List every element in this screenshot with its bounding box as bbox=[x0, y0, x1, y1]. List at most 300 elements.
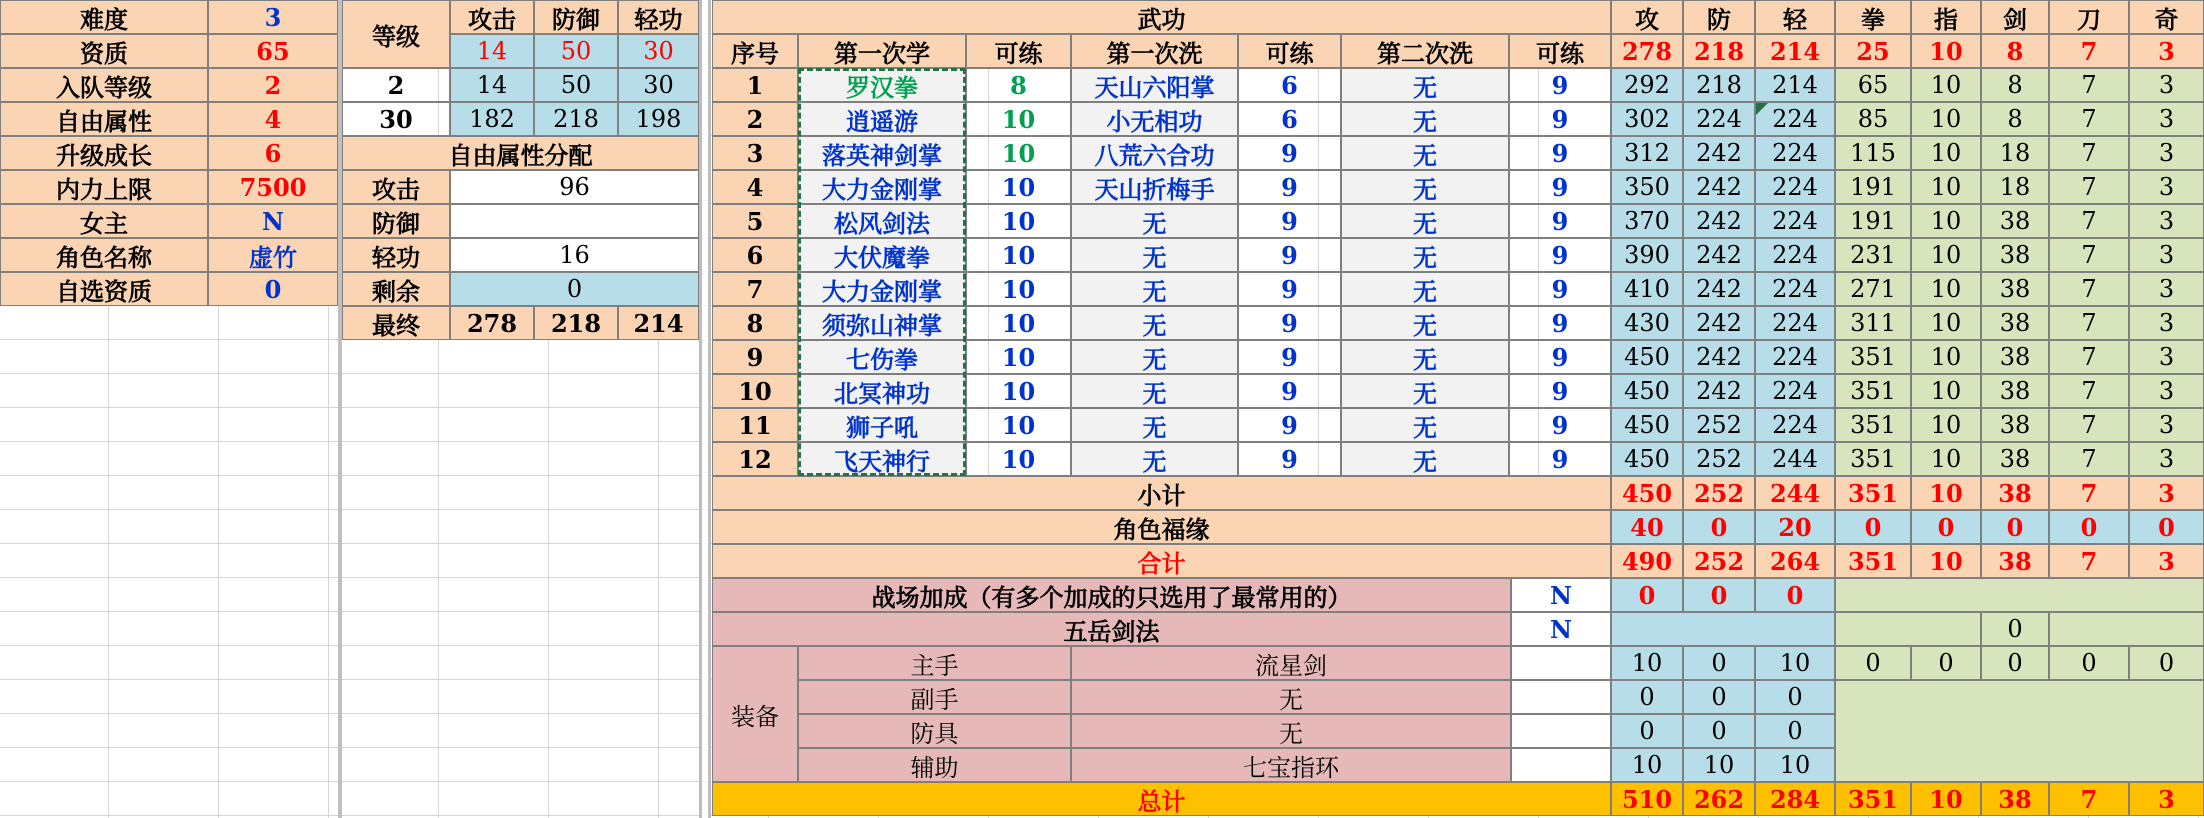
alloc-label[interactable]: 剩余 bbox=[342, 272, 450, 306]
info-value[interactable]: 6 bbox=[208, 136, 338, 170]
wugong-cell[interactable]: 无 bbox=[1071, 374, 1238, 408]
wugong-cell[interactable]: 9 bbox=[1238, 408, 1341, 442]
info-label[interactable]: 角色名称 bbox=[0, 238, 208, 272]
stat-cell[interactable]: 10 bbox=[1911, 68, 1981, 102]
stat-cell[interactable]: 351 bbox=[1835, 374, 1911, 408]
wugong-cell[interactable]: 9 bbox=[1238, 272, 1341, 306]
stat-cell[interactable]: 7 bbox=[2049, 408, 2129, 442]
wugong-cell[interactable]: 10 bbox=[966, 204, 1071, 238]
wugong-cell[interactable]: 9 bbox=[1509, 204, 1611, 238]
info-label[interactable]: 资质 bbox=[0, 34, 208, 68]
equip-input[interactable] bbox=[1511, 714, 1611, 748]
stat-cell[interactable]: 224 bbox=[1755, 238, 1835, 272]
wugong-index[interactable]: 11 bbox=[712, 408, 798, 442]
stat-cell[interactable]: 8 bbox=[1981, 102, 2049, 136]
wugong-cell[interactable]: 天山六阳掌 bbox=[1071, 68, 1238, 102]
wugong-index[interactable]: 6 bbox=[712, 238, 798, 272]
equip-value[interactable]: 10 bbox=[1683, 748, 1755, 782]
info-label[interactable]: 入队等级 bbox=[0, 68, 208, 102]
alloc-input[interactable] bbox=[450, 204, 699, 238]
wugong-cell[interactable]: 无 bbox=[1071, 306, 1238, 340]
stat-cell[interactable]: 311 bbox=[1835, 306, 1911, 340]
subtotal-value[interactable]: 252 bbox=[1683, 476, 1755, 510]
total-value[interactable]: 7 bbox=[2049, 544, 2129, 578]
equip-value[interactable]: 0 bbox=[1683, 646, 1755, 680]
split-pane-separator[interactable] bbox=[699, 0, 711, 818]
wugong-cell[interactable]: 9 bbox=[1238, 374, 1341, 408]
wugong-cell[interactable]: 北冥神功 bbox=[798, 374, 966, 408]
total-value[interactable]: 490 bbox=[1611, 544, 1683, 578]
stat-top[interactable]: 214 bbox=[1755, 34, 1835, 68]
wugong-cell[interactable]: 6 bbox=[1238, 102, 1341, 136]
info-label[interactable]: 自选资质 bbox=[0, 272, 208, 306]
stat-cell[interactable]: 3 bbox=[2129, 170, 2204, 204]
stat-cell[interactable]: 302 bbox=[1611, 102, 1683, 136]
equip-value[interactable]: 10 bbox=[1611, 646, 1683, 680]
fortune-value[interactable]: 20 bbox=[1755, 510, 1835, 544]
stat-cell[interactable]: 3 bbox=[2129, 102, 2204, 136]
wugong-cell[interactable]: 9 bbox=[1509, 136, 1611, 170]
wugong-cell[interactable]: 无 bbox=[1341, 204, 1509, 238]
wugong-header[interactable]: 可练 bbox=[1238, 34, 1341, 68]
battle-flag[interactable]: N bbox=[1511, 578, 1611, 612]
wuyue-empty[interactable] bbox=[1835, 612, 1981, 646]
stat-header[interactable]: 指 bbox=[1911, 0, 1981, 34]
stat-cell[interactable]: 3 bbox=[2129, 238, 2204, 272]
wugong-cell[interactable]: 无 bbox=[1341, 272, 1509, 306]
stat-cell[interactable]: 38 bbox=[1981, 340, 2049, 374]
stat-cell[interactable]: 7 bbox=[2049, 238, 2129, 272]
info-value[interactable]: 65 bbox=[208, 34, 338, 68]
wugong-cell[interactable]: 9 bbox=[1509, 272, 1611, 306]
level-attr[interactable]: 182 bbox=[450, 102, 534, 136]
level-value[interactable]: 30 bbox=[342, 102, 450, 136]
stat-top[interactable]: 278 bbox=[1611, 34, 1683, 68]
battle-value[interactable]: 0 bbox=[1611, 578, 1683, 612]
grand-total-value[interactable]: 10 bbox=[1911, 782, 1981, 816]
equip-item[interactable]: 无 bbox=[1071, 680, 1511, 714]
equip-input[interactable] bbox=[1511, 680, 1611, 714]
total-value[interactable]: 264 bbox=[1755, 544, 1835, 578]
grand-total-label[interactable]: 总计 bbox=[712, 782, 1611, 816]
subtotal-value[interactable]: 10 bbox=[1911, 476, 1981, 510]
battle-value[interactable]: 0 bbox=[1755, 578, 1835, 612]
equip-extra-empty[interactable] bbox=[1835, 680, 2204, 782]
wugong-cell[interactable]: 9 bbox=[1509, 238, 1611, 272]
wugong-cell[interactable]: 无 bbox=[1071, 272, 1238, 306]
final-value[interactable]: 214 bbox=[618, 306, 699, 340]
wugong-index[interactable]: 9 bbox=[712, 340, 798, 374]
total-value[interactable]: 351 bbox=[1835, 544, 1911, 578]
wugong-cell[interactable]: 松风剑法 bbox=[798, 204, 966, 238]
equip-value[interactable]: 0 bbox=[1755, 680, 1835, 714]
stat-cell[interactable]: 224 bbox=[1755, 204, 1835, 238]
stat-cell[interactable]: 191 bbox=[1835, 170, 1911, 204]
stat-cell[interactable]: 7 bbox=[2049, 136, 2129, 170]
stat-cell[interactable]: 224 bbox=[1755, 102, 1835, 136]
stat-cell[interactable]: 370 bbox=[1611, 204, 1683, 238]
stat-header[interactable]: 轻 bbox=[1755, 0, 1835, 34]
wugong-cell[interactable]: 七伤拳 bbox=[798, 340, 966, 374]
wuyue-label[interactable]: 五岳剑法 bbox=[712, 612, 1511, 646]
stat-cell[interactable]: 242 bbox=[1683, 272, 1755, 306]
attr-header[interactable]: 轻功 bbox=[618, 0, 699, 34]
stat-cell[interactable]: 252 bbox=[1683, 408, 1755, 442]
stat-cell[interactable]: 38 bbox=[1981, 306, 2049, 340]
level-attr[interactable]: 50 bbox=[534, 68, 618, 102]
wugong-cell[interactable]: 9 bbox=[1509, 68, 1611, 102]
stat-cell[interactable]: 3 bbox=[2129, 68, 2204, 102]
stat-cell[interactable]: 242 bbox=[1683, 136, 1755, 170]
fortune-value[interactable]: 0 bbox=[1911, 510, 1981, 544]
wugong-title[interactable]: 武功 bbox=[712, 0, 1611, 34]
equipment-label[interactable]: 装备 bbox=[712, 646, 798, 782]
stat-cell[interactable]: 38 bbox=[1981, 204, 2049, 238]
wuyue-flag[interactable]: N bbox=[1511, 612, 1611, 646]
stat-cell[interactable]: 38 bbox=[1981, 374, 2049, 408]
grand-total-value[interactable]: 351 bbox=[1835, 782, 1911, 816]
stat-cell[interactable]: 450 bbox=[1611, 442, 1683, 476]
wugong-cell[interactable]: 无 bbox=[1071, 204, 1238, 238]
wugong-cell[interactable]: 八荒六合功 bbox=[1071, 136, 1238, 170]
stat-cell[interactable]: 10 bbox=[1911, 170, 1981, 204]
wuyue-sword[interactable]: 0 bbox=[1981, 612, 2049, 646]
subtotal-value[interactable]: 351 bbox=[1835, 476, 1911, 510]
stat-top[interactable]: 218 bbox=[1683, 34, 1755, 68]
stat-cell[interactable]: 38 bbox=[1981, 408, 2049, 442]
stat-cell[interactable]: 430 bbox=[1611, 306, 1683, 340]
wugong-cell[interactable]: 10 bbox=[966, 408, 1071, 442]
stat-cell[interactable]: 10 bbox=[1911, 306, 1981, 340]
stat-cell[interactable]: 10 bbox=[1911, 102, 1981, 136]
wugong-cell[interactable]: 10 bbox=[966, 340, 1071, 374]
alloc-title[interactable]: 自由属性分配 bbox=[342, 136, 699, 170]
wugong-cell[interactable]: 9 bbox=[1238, 238, 1341, 272]
wugong-cell[interactable]: 10 bbox=[966, 238, 1071, 272]
equip-value[interactable]: 10 bbox=[1755, 748, 1835, 782]
subtotal-label[interactable]: 小计 bbox=[712, 476, 1611, 510]
fortune-value[interactable]: 40 bbox=[1611, 510, 1683, 544]
equip-extra[interactable]: 0 bbox=[1981, 646, 2049, 680]
stat-cell[interactable]: 10 bbox=[1911, 340, 1981, 374]
wugong-cell[interactable]: 飞天神行 bbox=[798, 442, 966, 476]
battle-empty[interactable] bbox=[1835, 578, 2204, 612]
wugong-cell[interactable]: 无 bbox=[1071, 442, 1238, 476]
stat-cell[interactable]: 38 bbox=[1981, 272, 2049, 306]
stat-cell[interactable]: 312 bbox=[1611, 136, 1683, 170]
stat-cell[interactable]: 351 bbox=[1835, 340, 1911, 374]
stat-cell[interactable]: 351 bbox=[1835, 408, 1911, 442]
stat-cell[interactable]: 191 bbox=[1835, 204, 1911, 238]
stat-cell[interactable]: 7 bbox=[2049, 442, 2129, 476]
wugong-cell[interactable]: 大伏魔拳 bbox=[798, 238, 966, 272]
wugong-index[interactable]: 5 bbox=[712, 204, 798, 238]
wugong-cell[interactable]: 9 bbox=[1509, 340, 1611, 374]
stat-cell[interactable]: 224 bbox=[1755, 170, 1835, 204]
stat-header[interactable]: 刀 bbox=[2049, 0, 2129, 34]
stat-cell[interactable]: 7 bbox=[2049, 204, 2129, 238]
stat-cell[interactable]: 224 bbox=[1755, 408, 1835, 442]
stat-cell[interactable]: 38 bbox=[1981, 238, 2049, 272]
stat-cell[interactable]: 10 bbox=[1911, 272, 1981, 306]
attr-header[interactable]: 攻击 bbox=[450, 0, 534, 34]
wugong-header[interactable]: 第一次学 bbox=[798, 34, 966, 68]
stat-cell[interactable]: 10 bbox=[1911, 374, 1981, 408]
alloc-label[interactable]: 轻功 bbox=[342, 238, 450, 272]
wugong-cell[interactable]: 9 bbox=[1509, 374, 1611, 408]
fortune-value[interactable]: 0 bbox=[2049, 510, 2129, 544]
wugong-cell[interactable]: 9 bbox=[1238, 306, 1341, 340]
wugong-cell[interactable]: 无 bbox=[1341, 442, 1509, 476]
stat-cell[interactable]: 18 bbox=[1981, 170, 2049, 204]
alloc-input[interactable]: 96 bbox=[450, 170, 699, 204]
stat-cell[interactable]: 3 bbox=[2129, 340, 2204, 374]
wugong-cell[interactable]: 10 bbox=[966, 306, 1071, 340]
alloc-label[interactable]: 防御 bbox=[342, 204, 450, 238]
final-value[interactable]: 278 bbox=[450, 306, 534, 340]
level-attr[interactable]: 218 bbox=[534, 102, 618, 136]
stat-cell[interactable]: 350 bbox=[1611, 170, 1683, 204]
stat-cell[interactable]: 224 bbox=[1755, 136, 1835, 170]
stat-cell[interactable]: 242 bbox=[1683, 204, 1755, 238]
wugong-index[interactable]: 3 bbox=[712, 136, 798, 170]
stat-cell[interactable]: 410 bbox=[1611, 272, 1683, 306]
subtotal-value[interactable]: 7 bbox=[2049, 476, 2129, 510]
level-attr[interactable]: 14 bbox=[450, 68, 534, 102]
wugong-index[interactable]: 4 bbox=[712, 170, 798, 204]
battle-value[interactable]: 0 bbox=[1683, 578, 1755, 612]
wugong-cell[interactable]: 无 bbox=[1341, 102, 1509, 136]
equip-value[interactable]: 0 bbox=[1755, 714, 1835, 748]
stat-cell[interactable]: 450 bbox=[1611, 374, 1683, 408]
wugong-cell[interactable]: 10 bbox=[966, 442, 1071, 476]
stat-cell[interactable]: 292 bbox=[1611, 68, 1683, 102]
wugong-cell[interactable]: 9 bbox=[1509, 442, 1611, 476]
wugong-cell[interactable]: 9 bbox=[1509, 306, 1611, 340]
stat-header[interactable]: 拳 bbox=[1835, 0, 1911, 34]
stat-cell[interactable]: 351 bbox=[1835, 442, 1911, 476]
wugong-cell[interactable]: 无 bbox=[1341, 306, 1509, 340]
total-value[interactable]: 252 bbox=[1683, 544, 1755, 578]
grand-total-value[interactable]: 284 bbox=[1755, 782, 1835, 816]
equip-extra[interactable]: 0 bbox=[2129, 646, 2204, 680]
wugong-cell[interactable]: 无 bbox=[1341, 374, 1509, 408]
stat-cell[interactable]: 242 bbox=[1683, 306, 1755, 340]
stat-cell[interactable]: 18 bbox=[1981, 136, 2049, 170]
stat-cell[interactable]: 3 bbox=[2129, 408, 2204, 442]
stat-cell[interactable]: 224 bbox=[1683, 102, 1755, 136]
info-value[interactable]: 3 bbox=[208, 0, 338, 34]
stat-cell[interactable]: 7 bbox=[2049, 68, 2129, 102]
equip-value[interactable]: 0 bbox=[1683, 714, 1755, 748]
fortune-value[interactable]: 0 bbox=[2129, 510, 2204, 544]
equip-input[interactable] bbox=[1511, 646, 1611, 680]
stat-cell[interactable]: 271 bbox=[1835, 272, 1911, 306]
stat-cell[interactable]: 38 bbox=[1981, 442, 2049, 476]
wugong-cell[interactable]: 9 bbox=[1238, 340, 1341, 374]
grand-total-value[interactable]: 38 bbox=[1981, 782, 2049, 816]
stat-cell[interactable]: 231 bbox=[1835, 238, 1911, 272]
info-label[interactable]: 升级成长 bbox=[0, 136, 208, 170]
wugong-cell[interactable]: 小无相功 bbox=[1071, 102, 1238, 136]
stat-cell[interactable]: 252 bbox=[1683, 442, 1755, 476]
grand-total-value[interactable]: 510 bbox=[1611, 782, 1683, 816]
final-label[interactable]: 最终 bbox=[342, 306, 450, 340]
info-value[interactable]: 0 bbox=[208, 272, 338, 306]
wugong-cell[interactable]: 6 bbox=[1238, 68, 1341, 102]
stat-cell[interactable]: 7 bbox=[2049, 170, 2129, 204]
wugong-header[interactable]: 第二次洗 bbox=[1341, 34, 1509, 68]
attr-header[interactable]: 防御 bbox=[534, 0, 618, 34]
subtotal-value[interactable]: 450 bbox=[1611, 476, 1683, 510]
stat-cell[interactable]: 450 bbox=[1611, 408, 1683, 442]
wugong-cell[interactable]: 须弥山神掌 bbox=[798, 306, 966, 340]
wugong-cell[interactable]: 10 bbox=[966, 374, 1071, 408]
stat-cell[interactable]: 8 bbox=[1981, 68, 2049, 102]
stat-top[interactable]: 10 bbox=[1911, 34, 1981, 68]
wugong-cell[interactable]: 无 bbox=[1341, 408, 1509, 442]
info-label[interactable]: 难度 bbox=[0, 0, 208, 34]
stat-cell[interactable]: 3 bbox=[2129, 136, 2204, 170]
stat-cell[interactable]: 224 bbox=[1755, 306, 1835, 340]
equip-slot[interactable]: 防具 bbox=[798, 714, 1071, 748]
wugong-cell[interactable]: 无 bbox=[1341, 136, 1509, 170]
wugong-header[interactable]: 序号 bbox=[712, 34, 798, 68]
wugong-cell[interactable]: 10 bbox=[966, 170, 1071, 204]
wugong-index[interactable]: 2 bbox=[712, 102, 798, 136]
wugong-cell[interactable]: 10 bbox=[966, 102, 1071, 136]
equip-value[interactable]: 0 bbox=[1683, 680, 1755, 714]
stat-cell[interactable]: 7 bbox=[2049, 272, 2129, 306]
stat-cell[interactable]: 390 bbox=[1611, 238, 1683, 272]
stat-cell[interactable]: 3 bbox=[2129, 272, 2204, 306]
info-value[interactable]: 7500 bbox=[208, 170, 338, 204]
wugong-cell[interactable]: 9 bbox=[1509, 170, 1611, 204]
wugong-cell[interactable]: 10 bbox=[966, 272, 1071, 306]
fortune-label[interactable]: 角色福缘 bbox=[712, 510, 1611, 544]
stat-cell[interactable]: 7 bbox=[2049, 306, 2129, 340]
stat-cell[interactable]: 218 bbox=[1683, 68, 1755, 102]
grand-total-value[interactable]: 262 bbox=[1683, 782, 1755, 816]
stat-cell[interactable]: 224 bbox=[1755, 340, 1835, 374]
wugong-cell[interactable]: 9 bbox=[1509, 408, 1611, 442]
wugong-cell[interactable]: 无 bbox=[1341, 170, 1509, 204]
stat-cell[interactable]: 10 bbox=[1911, 136, 1981, 170]
stat-cell[interactable]: 7 bbox=[2049, 102, 2129, 136]
fortune-value[interactable]: 0 bbox=[1835, 510, 1911, 544]
total-value[interactable]: 3 bbox=[2129, 544, 2204, 578]
equip-item[interactable]: 流星剑 bbox=[1071, 646, 1511, 680]
wugong-cell[interactable]: 9 bbox=[1238, 136, 1341, 170]
wugong-index[interactable]: 7 bbox=[712, 272, 798, 306]
subtotal-value[interactable]: 3 bbox=[2129, 476, 2204, 510]
stat-header[interactable]: 防 bbox=[1683, 0, 1755, 34]
alloc-input[interactable]: 16 bbox=[450, 238, 699, 272]
wugong-index[interactable]: 1 bbox=[712, 68, 798, 102]
wugong-cell[interactable]: 大力金刚掌 bbox=[798, 272, 966, 306]
wugong-header[interactable]: 第一次洗 bbox=[1071, 34, 1238, 68]
stat-cell[interactable]: 244 bbox=[1755, 442, 1835, 476]
equip-item[interactable]: 无 bbox=[1071, 714, 1511, 748]
info-value[interactable]: 4 bbox=[208, 102, 338, 136]
stat-top[interactable]: 3 bbox=[2129, 34, 2204, 68]
equip-value[interactable]: 10 bbox=[1611, 748, 1683, 782]
wugong-cell[interactable]: 落英神剑掌 bbox=[798, 136, 966, 170]
info-label[interactable]: 女主 bbox=[0, 204, 208, 238]
attr-base[interactable]: 50 bbox=[534, 34, 618, 68]
wugong-cell[interactable]: 大力金刚掌 bbox=[798, 170, 966, 204]
stat-header[interactable]: 奇 bbox=[2129, 0, 2204, 34]
level-attr[interactable]: 30 bbox=[618, 68, 699, 102]
fortune-value[interactable]: 0 bbox=[1981, 510, 2049, 544]
fortune-value[interactable]: 0 bbox=[1683, 510, 1755, 544]
stat-cell[interactable]: 450 bbox=[1611, 340, 1683, 374]
wugong-cell[interactable]: 无 bbox=[1071, 238, 1238, 272]
equip-slot[interactable]: 辅助 bbox=[798, 748, 1071, 782]
wugong-cell[interactable]: 9 bbox=[1238, 204, 1341, 238]
wugong-cell[interactable]: 逍遥游 bbox=[798, 102, 966, 136]
wugong-cell[interactable]: 罗汉拳 bbox=[798, 68, 966, 102]
wugong-cell[interactable]: 10 bbox=[966, 136, 1071, 170]
info-value[interactable]: 虚竹 bbox=[208, 238, 338, 272]
stat-cell[interactable]: 3 bbox=[2129, 442, 2204, 476]
equip-extra[interactable]: 0 bbox=[1835, 646, 1911, 680]
equip-input[interactable] bbox=[1511, 748, 1611, 782]
total-value[interactable]: 10 bbox=[1911, 544, 1981, 578]
wugong-cell[interactable]: 无 bbox=[1341, 238, 1509, 272]
info-value[interactable]: N bbox=[208, 204, 338, 238]
stat-cell[interactable]: 7 bbox=[2049, 374, 2129, 408]
wugong-cell[interactable]: 天山折梅手 bbox=[1071, 170, 1238, 204]
stat-cell[interactable]: 3 bbox=[2129, 306, 2204, 340]
equip-item[interactable]: 七宝指环 bbox=[1071, 748, 1511, 782]
wuyue-empty[interactable] bbox=[2049, 612, 2204, 646]
wugong-cell[interactable]: 8 bbox=[966, 68, 1071, 102]
stat-top[interactable]: 25 bbox=[1835, 34, 1911, 68]
stat-cell[interactable]: 242 bbox=[1683, 238, 1755, 272]
wugong-cell[interactable]: 无 bbox=[1071, 408, 1238, 442]
grand-total-value[interactable]: 3 bbox=[2129, 782, 2204, 816]
stat-cell[interactable]: 214 bbox=[1755, 68, 1835, 102]
stat-cell[interactable]: 242 bbox=[1683, 374, 1755, 408]
stat-cell[interactable]: 3 bbox=[2129, 374, 2204, 408]
stat-cell[interactable]: 242 bbox=[1683, 170, 1755, 204]
alloc-input[interactable]: 0 bbox=[450, 272, 699, 306]
wugong-cell[interactable]: 无 bbox=[1341, 340, 1509, 374]
stat-cell[interactable]: 7 bbox=[2049, 340, 2129, 374]
final-value[interactable]: 218 bbox=[534, 306, 618, 340]
stat-cell[interactable]: 242 bbox=[1683, 340, 1755, 374]
total-label[interactable]: 合计 bbox=[712, 544, 1611, 578]
stat-cell[interactable]: 10 bbox=[1911, 442, 1981, 476]
level-value[interactable]: 2 bbox=[342, 68, 450, 102]
attr-base[interactable]: 30 bbox=[618, 34, 699, 68]
wugong-header[interactable]: 可练 bbox=[1509, 34, 1611, 68]
equip-value[interactable]: 10 bbox=[1755, 646, 1835, 680]
stat-cell[interactable]: 224 bbox=[1755, 272, 1835, 306]
wugong-header[interactable]: 可练 bbox=[966, 34, 1071, 68]
stat-header[interactable]: 剑 bbox=[1981, 0, 2049, 34]
subtotal-value[interactable]: 244 bbox=[1755, 476, 1835, 510]
info-value[interactable]: 2 bbox=[208, 68, 338, 102]
stat-cell[interactable]: 85 bbox=[1835, 102, 1911, 136]
total-value[interactable]: 38 bbox=[1981, 544, 2049, 578]
stat-cell[interactable]: 115 bbox=[1835, 136, 1911, 170]
attr-base[interactable]: 14 bbox=[450, 34, 534, 68]
level-attr[interactable]: 198 bbox=[618, 102, 699, 136]
battle-label[interactable]: 战场加成（有多个加成的只选用了最常用的） bbox=[712, 578, 1511, 612]
info-label[interactable]: 内力上限 bbox=[0, 170, 208, 204]
